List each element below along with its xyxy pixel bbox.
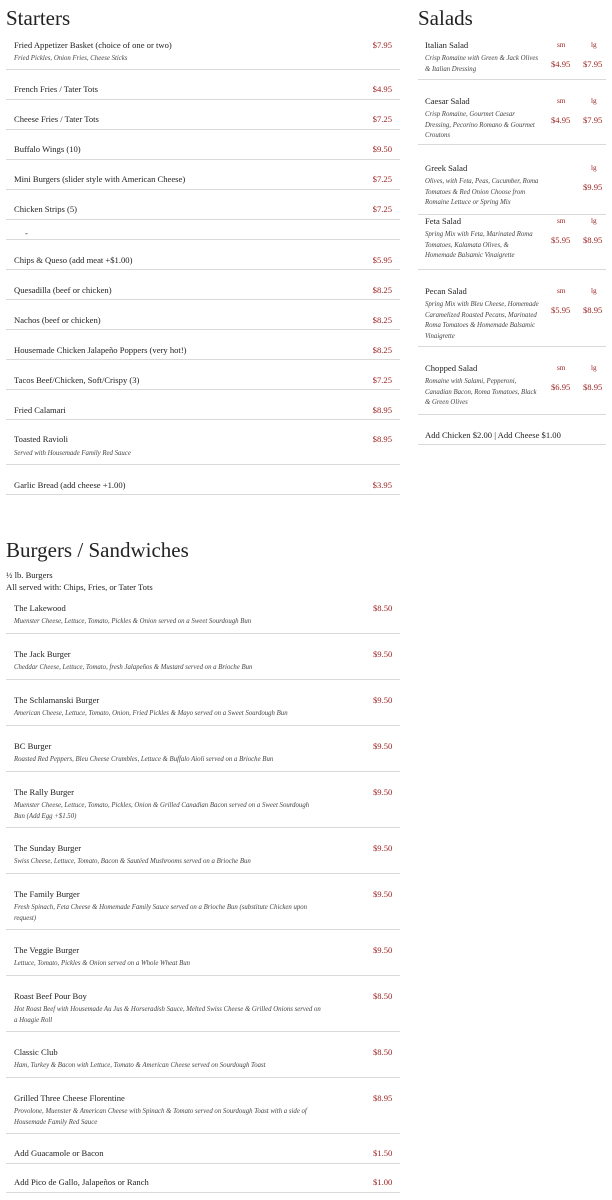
salad-item [418,32,606,80]
item-price: $1.00 [373,1177,393,1187]
salads-heading: Salads [418,6,473,30]
item-description: American Cheese, Lettuce, Tomato, Onion, Fried Pickles & Mayo served on a Sweet Sourdough Bun [14,710,288,717]
item-name: Grilled Three Cheese Florentine [14,1093,125,1103]
item-price: $4.95 [372,84,392,94]
burgers-subtitle-sides: All served with: Chips, Fries, or Tater Tots [6,582,153,592]
menu-item [6,680,400,726]
item-name: The Sunday Burger [14,843,82,853]
small-price: $5.95 [551,235,571,245]
item-name: Feta Salad [425,216,462,226]
menu-item [6,772,400,828]
item-price: $9.50 [373,787,393,797]
small-price: $4.95 [551,59,571,69]
item-name: Fried Appetizer Basket (choice of one or two) [14,40,172,50]
item-name: Quesadilla (beef or chicken) [14,285,112,295]
menu-item [6,330,400,360]
salad-item [418,215,606,270]
item-price: $8.25 [372,315,392,325]
item-name: Chopped Salad [425,363,478,373]
menu-item [6,190,400,220]
item-description: Muenster Cheese, Lettuce, Tomato, Pickles, Onion & Grilled Canadian Bacon served on a Sweet Sourdough Bun (Add Egg +$1.50) [14,802,310,820]
salad-item [418,347,606,415]
salad-item [418,145,606,215]
item-price: $5.95 [372,255,392,265]
item-name: French Fries / Tater Tots [14,84,98,94]
size-small-label: sm [557,217,566,225]
item-price: $9.50 [373,843,393,853]
item-price: $9.50 [372,144,392,154]
large-price: $8.95 [583,235,603,245]
size-large-label: lg [591,164,597,172]
item-price: $9.50 [373,889,393,899]
menu-item [6,160,400,190]
item-description: Fresh Spinach, Feta Cheese & Homemade Family Sauce served on a Brioche Bun (substitute Chicken upon request) [14,904,308,922]
size-small-label: sm [557,97,566,105]
item-name: Fried Calamari [14,405,66,415]
item-name: The Jack Burger [14,649,71,659]
size-small-label: sm [557,364,566,372]
salad-addon-text: Add Chicken $2.00 | Add Cheese $1.00 [425,430,561,440]
salad-addon-row [418,415,606,445]
item-price: $3.95 [372,480,392,490]
menu-item [6,220,400,240]
item-description: Spring Mix with Bleu Cheese, Homemade Caramelized Roasted Pecans, Marinated Roma Tomatoes & Homemade Balsamic Vinaigrette [425,301,539,340]
item-name: The Veggie Burger [14,945,80,955]
item-name: Nachos (beef or chicken) [14,315,101,325]
starters-heading: Starters [6,6,71,30]
item-price: $8.50 [373,991,393,1001]
menu-item [6,1078,400,1134]
item-name: Greek Salad [425,163,468,173]
size-large-label: lg [591,287,597,295]
menu-item [6,828,400,874]
large-price: $8.95 [583,305,603,315]
item-name: Chicken Strips (5) [14,204,78,214]
item-description: Ham, Turkey & Bacon with Lettuce, Tomato & American Cheese served on Sourdough Toast [14,1062,266,1069]
item-price: $9.50 [373,741,393,751]
salads-list [418,32,606,445]
item-description: Provolone, Muenster & American Cheese with Spinach & Tomato served on Sourdough Toast with a side of Housemade Family Red Sauce [14,1108,307,1126]
item-price: $8.50 [373,1047,393,1057]
menu-item [6,874,400,930]
menu-item [6,240,400,270]
size-large-label: lg [591,364,597,372]
menu-item [6,634,400,680]
item-name: Toasted Ravioli [14,434,69,444]
item-name: Buffalo Wings (10) [14,144,81,154]
item-description: Served with Housemade Family Red Sauce [14,450,131,457]
menu-item [6,130,400,160]
item-name: The Rally Burger [14,787,74,797]
menu-item [6,465,400,495]
salad-item [418,270,606,347]
starters-list [6,32,400,495]
item-price: $8.95 [372,434,392,444]
item-name: Chips & Queso (add meat +$1.00) [14,255,133,265]
large-price: $7.95 [583,115,603,125]
item-description: Spring Mix with Feta, Marinated Roma Tomatoes, Kalamata Olives, & Homemade Balsamic Vinaigrette [425,231,533,259]
item-description: Cheddar Cheese, Lettuce, Tomato, fresh Jalapeños & Mustard served on a Brioche Bun [14,664,253,671]
item-name: Garlic Bread (add cheese +1.00) [14,480,126,490]
large-price: $9.95 [583,182,603,192]
menu-item [6,32,400,70]
item-price: $8.95 [373,1093,393,1103]
burgers-subtitle-half-pound: ½ lb. Burgers [6,570,53,580]
item-description: Crisp Romaine with Green & Jack Olives & Italian Dressing [425,55,539,73]
menu-item [6,360,400,390]
item-name: Italian Salad [425,40,469,50]
item-description: Crisp Romaine, Gourmet Caesar Dressing, Pecorino Romano & Gourmet Croutons [425,111,535,139]
menu-item [6,100,400,130]
menu-item [6,930,400,976]
item-name: Mini Burgers (slider style with American Cheese) [14,174,186,184]
item-price: $7.25 [372,204,392,214]
item-description: Muenster Cheese, Lettuce, Tomato, Pickles & Onion served on a Sweet Sourdough Bun [14,618,252,625]
large-price: $7.95 [583,59,603,69]
item-price: $1.50 [373,1148,393,1158]
item-name: Classic Club [14,1047,58,1057]
menu-item [6,300,400,330]
menu-item [6,976,400,1032]
size-large-label: lg [591,217,597,225]
item-name: Roast Beef Pour Boy [14,991,87,1001]
large-price: $8.95 [583,382,603,392]
item-description: Fried Pickles, Onion Fries, Cheese Sticks [14,55,128,62]
small-price: $6.95 [551,382,571,392]
item-name: The Lakewood [14,603,66,613]
item-description: Hot Roast Beef with Housemade Au Jus & Horseradish Sauce, Melted Swiss Cheese & Grilled Onions served on a Hoagie Roll [14,1006,321,1024]
small-price: $4.95 [551,115,571,125]
menu-item [6,390,400,420]
size-small-label: sm [557,41,566,49]
item-name: Pecan Salad [425,286,467,296]
item-price: $9.50 [373,649,393,659]
menu-item [6,592,400,634]
item-price: $8.25 [372,285,392,295]
menu-item [6,420,400,465]
item-description: Swiss Cheese, Lettuce, Tomato, Bacon & Sautéed Mushrooms served on a Brioche Bun [14,858,251,865]
item-name: - [25,228,28,238]
menu-item [6,1134,400,1164]
item-description: Roasted Red Peppers, Bleu Cheese Crumbles, Lettuce & Buffalo Aioli served on a Brioche Bun [14,756,274,763]
item-description: Lettuce, Tomato, Pickles & Onion served on a Whole Wheat Bun [14,960,191,967]
burgers-list [6,592,400,1193]
item-name: The Schlamanski Burger [14,695,100,705]
small-price: $5.95 [551,305,571,315]
item-name: Add Guacamole or Bacon [14,1148,104,1158]
item-price: $8.50 [373,603,393,613]
item-description: Romaine with Salami, Pepperoni, Canadian Bacon, Roma Tomatoes, Black & Green Olives [425,378,537,406]
item-name: Cheese Fries / Tater Tots [14,114,99,124]
item-description: Olives, with Feta, Peas, Cucumber, Roma Tomatoes & Red Onion Choose from Romaine Lettuce or Spring Mix [425,178,539,206]
menu-item [6,1032,400,1078]
item-price: $7.25 [372,174,392,184]
menu-item [6,270,400,300]
item-price: $7.25 [372,114,392,124]
item-name: BC Burger [14,741,52,751]
item-price: $7.95 [372,40,392,50]
size-large-label: lg [591,41,597,49]
menu-item [6,1164,400,1193]
item-price: $8.25 [372,345,392,355]
item-name: Tacos Beef/Chicken, Soft/Crispy (3) [14,375,140,385]
item-name: The Family Burger [14,889,80,899]
burgers-heading: Burgers / Sandwiches [6,538,189,562]
item-name: Add Pico de Gallo, Jalapeños or Ranch [14,1177,149,1187]
item-name: Caesar Salad [425,96,470,106]
size-small-label: sm [557,287,566,295]
item-price: $9.50 [373,695,393,705]
size-large-label: lg [591,97,597,105]
menu-item [6,726,400,772]
item-price: $7.25 [372,375,392,385]
salad-item [418,80,606,145]
menu-item [6,70,400,100]
item-price: $9.50 [373,945,393,955]
item-name: Housemade Chicken Jalapeño Poppers (very hot!) [14,345,187,355]
item-price: $8.95 [372,405,392,415]
